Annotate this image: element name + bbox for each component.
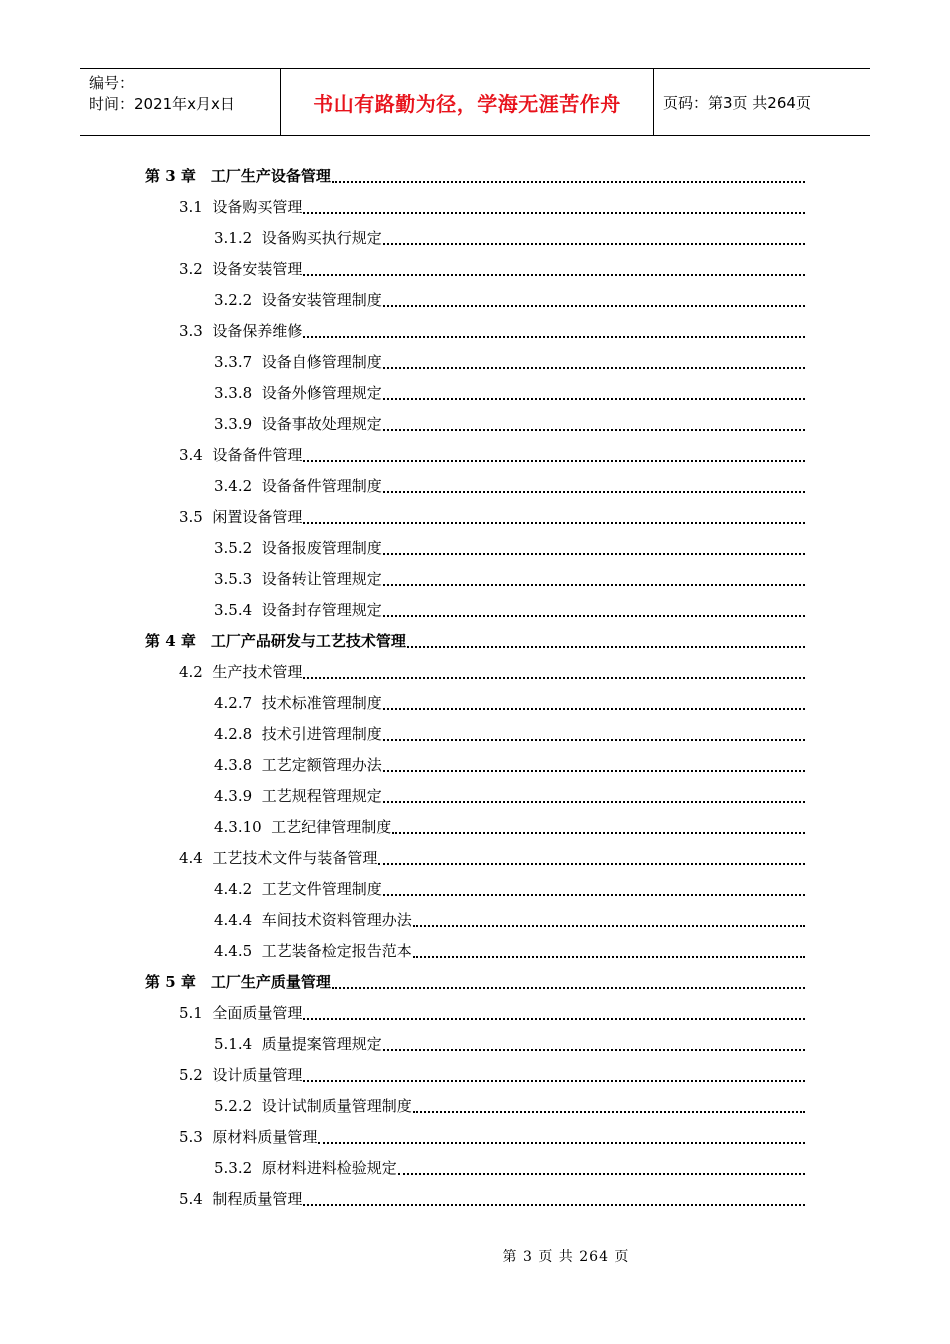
toc-entry-number: 5.1: [179, 1004, 213, 1022]
toc-entry[interactable]: [179, 1116, 805, 1147]
toc-entry-title: 技术标准管理制度: [261, 694, 382, 712]
toc-entry-number: 第 3 章: [145, 167, 211, 185]
toc-dot-leader: [383, 429, 805, 431]
header-motto: 书山有路勤为径，学海无涯苦作舟: [281, 69, 654, 135]
toc-entry-title: 工艺装备检定报告范本: [261, 942, 412, 960]
toc-entry-title: 闲置设备管理: [212, 508, 303, 526]
toc-entry-number: 第 4 章: [145, 632, 211, 650]
toc-entry-number: 4.2.7: [214, 694, 262, 712]
toc-dot-leader: [413, 956, 805, 958]
toc-entry-title: 工艺纪律管理制度: [271, 818, 392, 836]
toc-dot-leader: [383, 708, 805, 710]
toc-entry[interactable]: [145, 620, 805, 651]
toc-entry-title: 工艺技术文件与装备管理: [212, 849, 378, 867]
toc-entry-number: 3.5: [179, 508, 213, 526]
toc-entry-number: 4.4.2: [214, 880, 262, 898]
toc-entry[interactable]: [214, 341, 805, 372]
toc-entry[interactable]: [179, 434, 805, 465]
toc-entry-number: 3.2: [179, 260, 213, 278]
toc-entry[interactable]: [179, 1054, 805, 1085]
toc-dot-leader: [383, 243, 805, 245]
toc-dot-leader: [303, 522, 805, 524]
toc-entry-number: 3.4.2: [214, 477, 262, 495]
toc-entry-title: 原材料进料检验规定: [261, 1159, 397, 1177]
page-header: [80, 68, 870, 136]
toc-entry-number: 3.5.2: [214, 539, 262, 557]
toc-dot-leader: [383, 398, 805, 400]
toc-entry-number: 4.3.10: [214, 818, 272, 836]
toc-entry[interactable]: [214, 1147, 805, 1178]
toc-entry-title: 设备购买执行规定: [261, 229, 382, 247]
toc-entry-title: 设备安装管理: [212, 260, 303, 278]
toc-entry-title: 工艺文件管理制度: [261, 880, 382, 898]
toc-dot-leader: [383, 894, 805, 896]
toc-dot-leader: [383, 770, 805, 772]
toc-entry-number: 4.4.5: [214, 942, 262, 960]
toc-dot-leader: [303, 460, 805, 462]
toc-dot-leader: [303, 1018, 805, 1020]
toc-entry[interactable]: [145, 961, 805, 992]
toc-entry-number: 3.3.7: [214, 353, 262, 371]
toc-dot-leader: [383, 553, 805, 555]
toc-entry-number: 3.3.9: [214, 415, 262, 433]
toc-entry-title: 设备转让管理规定: [261, 570, 382, 588]
toc-entry-title: 工艺规程管理规定: [261, 787, 382, 805]
toc-entry-title: 工厂生产设备管理: [210, 167, 331, 185]
toc-entry-title: 设计质量管理: [212, 1066, 303, 1084]
toc-dot-leader: [332, 181, 805, 183]
toc-dot-leader: [383, 584, 805, 586]
toc-entry-number: 4.4.4: [214, 911, 262, 929]
toc-dot-leader: [392, 832, 805, 834]
toc-entry[interactable]: [214, 372, 805, 403]
toc-entry-title: 设备外修管理规定: [261, 384, 382, 402]
toc-entry-number: 第 5 章: [145, 973, 211, 991]
toc-entry-number: 4.2: [179, 663, 213, 681]
toc-entry[interactable]: [214, 682, 805, 713]
toc-dot-leader: [318, 1142, 805, 1144]
toc-entry-title: 设备封存管理规定: [261, 601, 382, 619]
toc-entry[interactable]: [214, 279, 805, 310]
toc-entry[interactable]: [214, 744, 805, 775]
toc-dot-leader: [413, 1111, 805, 1113]
toc-entry[interactable]: [214, 713, 805, 744]
toc-entry[interactable]: [179, 1178, 805, 1209]
toc-entry-number: 3.1: [179, 198, 213, 216]
toc-entry-title: 全面质量管理: [212, 1004, 303, 1022]
toc-entry-number: 5.3: [179, 1128, 213, 1146]
toc-dot-leader: [407, 646, 805, 648]
toc-entry-title: 设备购买管理: [212, 198, 303, 216]
date-label: 时间：2021年x月x日: [89, 95, 235, 113]
toc-entry-number: 5.2.2: [214, 1097, 262, 1115]
toc-entry[interactable]: [179, 992, 805, 1023]
toc-entry[interactable]: [214, 465, 805, 496]
toc-dot-leader: [383, 1049, 805, 1051]
toc-entry[interactable]: [214, 775, 805, 806]
toc-entry-number: 5.1.4: [214, 1035, 262, 1053]
toc-entry[interactable]: [214, 558, 805, 589]
toc-entry[interactable]: [214, 806, 805, 837]
toc-entry-title: 生产技术管理: [212, 663, 303, 681]
toc-entry-number: 5.4: [179, 1190, 213, 1208]
header-page-info: 页码：第3页 共264页: [663, 93, 811, 112]
toc-entry-number: 3.3: [179, 322, 213, 340]
toc-entry-title: 原材料质量管理: [212, 1128, 318, 1146]
toc-entry[interactable]: [179, 248, 805, 279]
toc-dot-leader: [383, 801, 805, 803]
toc-dot-leader: [303, 1080, 805, 1082]
toc-entry-title: 设备备件管理: [212, 446, 303, 464]
toc-entry[interactable]: [214, 1085, 805, 1116]
toc-entry[interactable]: [214, 527, 805, 558]
toc-entry[interactable]: [179, 837, 805, 868]
toc-entry-number: 3.2.2: [214, 291, 262, 309]
toc-entry-title: 设备自修管理制度: [261, 353, 382, 371]
toc-entry-number: 3.1.2: [214, 229, 262, 247]
toc-entry-number: 4.3.9: [214, 787, 262, 805]
toc-entry-title: 设备事故处理规定: [261, 415, 382, 433]
toc-entry-title: 车间技术资料管理办法: [261, 911, 412, 929]
toc-entry[interactable]: [214, 868, 805, 899]
toc-entry-title: 质量提案管理规定: [261, 1035, 382, 1053]
toc-entry-title: 工艺定额管理办法: [261, 756, 382, 774]
toc-entry-title: 设备保养维修: [212, 322, 303, 340]
toc-entry-title: 技术引进管理制度: [261, 725, 382, 743]
toc-entry-title: 工厂生产质量管理: [210, 973, 331, 991]
toc-dot-leader: [413, 925, 805, 927]
toc-dot-leader: [303, 336, 805, 338]
page-footer: [0, 1246, 950, 1266]
toc-entry[interactable]: [179, 186, 805, 217]
toc-dot-leader: [383, 491, 805, 493]
toc-entry[interactable]: [214, 930, 805, 961]
toc-entry-number: 3.5.4: [214, 601, 262, 619]
toc-dot-leader: [398, 1173, 805, 1175]
toc-entry-number: 4.3.8: [214, 756, 262, 774]
toc-dot-leader: [383, 739, 805, 741]
toc-entry[interactable]: [179, 496, 805, 527]
toc-entry-title: 设备备件管理制度: [261, 477, 382, 495]
toc-dot-leader: [303, 1204, 805, 1206]
toc-entry-number: 3.3.8: [214, 384, 262, 402]
toc-dot-leader: [383, 615, 805, 617]
toc-entry[interactable]: [214, 217, 805, 248]
toc-entry[interactable]: [179, 651, 805, 682]
toc-dot-leader: [332, 987, 805, 989]
toc-dot-leader: [303, 274, 805, 276]
toc-entry[interactable]: [214, 589, 805, 620]
toc-dot-leader: [303, 212, 805, 214]
toc-entry[interactable]: [214, 403, 805, 434]
header-meta-cell: [80, 69, 281, 135]
toc-entry-title: 工厂产品研发与工艺技术管理: [210, 632, 406, 650]
toc-dot-leader: [303, 677, 805, 679]
toc-entry-title: 制程质量管理: [212, 1190, 303, 1208]
toc-entry-title: 设备报废管理制度: [261, 539, 382, 557]
toc-entry-number: 4.4: [179, 849, 213, 867]
toc-entry[interactable]: [214, 1023, 805, 1054]
toc-entry[interactable]: [145, 155, 805, 186]
toc-entry-number: 5.2: [179, 1066, 213, 1084]
toc-dot-leader: [383, 305, 805, 307]
toc-entry-title: 设计试制质量管理制度: [261, 1097, 412, 1115]
toc-entry[interactable]: [179, 310, 805, 341]
toc-entry-number: 3.5.3: [214, 570, 262, 588]
footer-page-number: 第 3 页 共 264 页: [502, 1249, 630, 1265]
toc-entry-title: 设备安装管理制度: [261, 291, 382, 309]
toc-entry-number: 3.4: [179, 446, 213, 464]
toc-entry[interactable]: [214, 899, 805, 930]
serial-label: 编号：: [89, 74, 135, 92]
toc-entry-number: 4.2.8: [214, 725, 262, 743]
toc-entry-number: 5.3.2: [214, 1159, 262, 1177]
toc-dot-leader: [383, 367, 805, 369]
toc-dot-leader: [378, 863, 805, 865]
